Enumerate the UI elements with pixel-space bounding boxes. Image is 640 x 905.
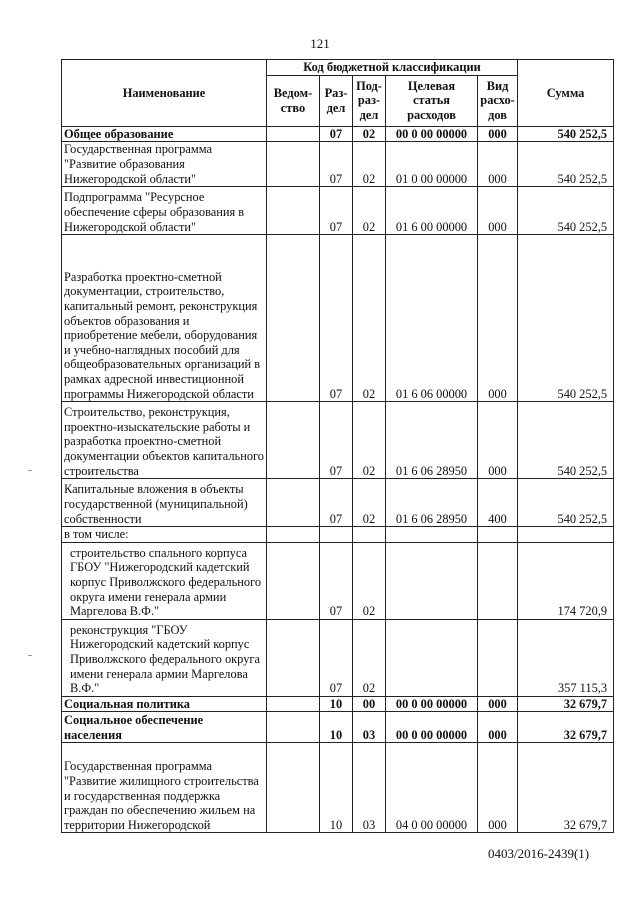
table-row: строительство спального корпуса ГБОУ "Нижегородский кадетский корпус Приволжского федерального округа имени генерала армии Маргелова В.Ф." 07 02 174 720,9 bbox=[62, 542, 614, 619]
table-row: Разработка проектно-сметной документации, строительство, капитальный ремонт, реконструкция объектов образования и приобретение мебели, оборудования и учебно-наглядных пособий для общеобразовательных организаций в рамках адресной инвестиционной программы Нижегородской области 07 02 01 6 06 00000 000 540 252,5 bbox=[62, 235, 614, 402]
header-vid: Вид расхо-дов bbox=[478, 75, 518, 126]
table-row: Подпрограмма "Ресурсное обеспечение сферы образования в Нижегородской области" 07 02 01 6 00 00000 000 540 252,5 bbox=[62, 187, 614, 235]
scan-mark bbox=[28, 470, 32, 471]
header-target: Целевая статья расходов bbox=[386, 75, 478, 126]
table-row: Капитальные вложения в объекты государственной (муниципальной) собственности 07 02 01 6 06 28950 400 540 252,5 bbox=[62, 479, 614, 527]
table-row: Социальное обеспечение населения 10 03 00 0 00 00000 000 32 679,7 bbox=[62, 712, 614, 743]
scan-mark bbox=[28, 655, 32, 656]
header-vedomstvo: Ведом-ство bbox=[267, 75, 320, 126]
budget-table bbox=[61, 59, 614, 833]
header-code-group: Код бюджетной классификации bbox=[267, 60, 518, 76]
header-summa: Сумма bbox=[518, 60, 614, 127]
table-row: реконструкция "ГБОУ Нижегородский кадетский корпус Приволжского федерального округа имени генерала армии Маргелова В.Ф." 07 02 357 115,3 bbox=[62, 619, 614, 696]
table-row: Государственная программа "Развитие образования Нижегородской области" 07 02 01 0 00 00000 000 540 252,5 bbox=[62, 142, 614, 187]
table-row: Социальная политика 10 00 00 0 00 00000 000 32 679,7 bbox=[62, 696, 614, 712]
header-name: Наименование bbox=[62, 60, 267, 127]
header-razdel: Раз-дел bbox=[320, 75, 353, 126]
table-row: в том числе: bbox=[62, 527, 614, 543]
header-podrazdel: Под-раз-дел bbox=[353, 75, 386, 126]
table-row: Государственная программа "Развитие жилищного строительства и государственная поддержка граждан по обеспечению жильем на территории Нижегородской 10 03 04 0 00 00000 000 32 679,7 bbox=[62, 743, 614, 833]
document-code: 0403/2016-2439(1) bbox=[488, 846, 590, 861]
page-number: 121 bbox=[310, 36, 330, 51]
table-row: Общее образование 07 02 00 0 00 00000 000 540 252,5 bbox=[62, 126, 614, 142]
table-row: Строительство, реконструкция, проектно-изыскательские работы и разработка проектно-сметной документации объектов капитального строительства 07 02 01 6 06 28950 000 540 252,5 bbox=[62, 402, 614, 479]
